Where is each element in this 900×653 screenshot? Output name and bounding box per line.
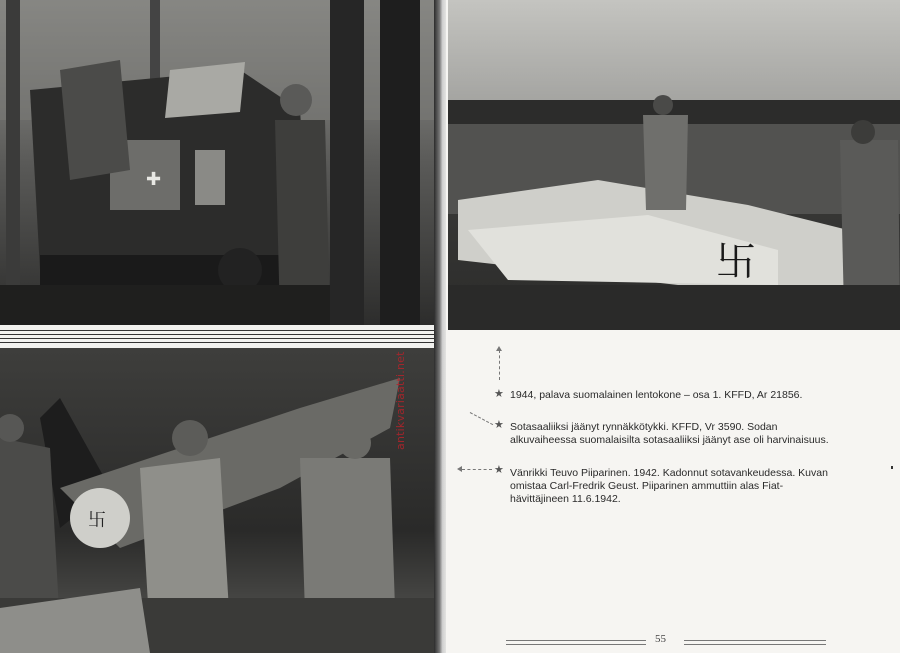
- footer-rule-left: [506, 640, 646, 645]
- footer-rule-right: [684, 640, 826, 645]
- watermark-text: antikvariaatti.net: [394, 351, 407, 450]
- svg-text:卐: 卐: [716, 239, 756, 285]
- right-page: [446, 0, 900, 653]
- star-icon: ★: [494, 388, 504, 400]
- arrow-diagonal-icon: [470, 412, 493, 425]
- left-page: [0, 0, 440, 653]
- ink-dot: [891, 466, 893, 469]
- divider-line: [0, 338, 440, 339]
- caption-1: 1944, palava suomalainen lentokone – osa 1. KFFD, Ar 21856.: [510, 389, 803, 401]
- svg-text:卐: 卐: [88, 510, 106, 531]
- svg-text:✚: ✚: [146, 169, 162, 190]
- soldiers-by-wreck-photo: [0, 348, 440, 653]
- caption-3: Vänrikki Teuvo Piiparinen. 1942. Kadonnut sotavankeudessa. Kuvan omistaa Carl-Fredrik Geust. Piiparinen ammuttiin alas Fiat-hävittäjineen 11.6.1942.: [510, 467, 828, 505]
- divider-line: [0, 334, 440, 335]
- star-icon: ★: [494, 419, 504, 431]
- divider-line: [0, 330, 440, 331]
- divider-line: [0, 342, 440, 343]
- caption-area: [446, 0, 900, 653]
- page-number: 55: [655, 633, 666, 645]
- arrow-left-icon: [462, 469, 492, 470]
- assault-gun-photo: [0, 0, 440, 325]
- star-icon: ★: [494, 464, 504, 476]
- arrow-up-icon: [499, 350, 500, 380]
- caption-2: Sotasaaliiksi jäänyt rynnäkkötykki. KFFD, Vr 3590. Sodan alkuvaiheessa suomalaisilta sotasaaliiksi jäänyt ase oli harvinaisuus.: [510, 421, 829, 446]
